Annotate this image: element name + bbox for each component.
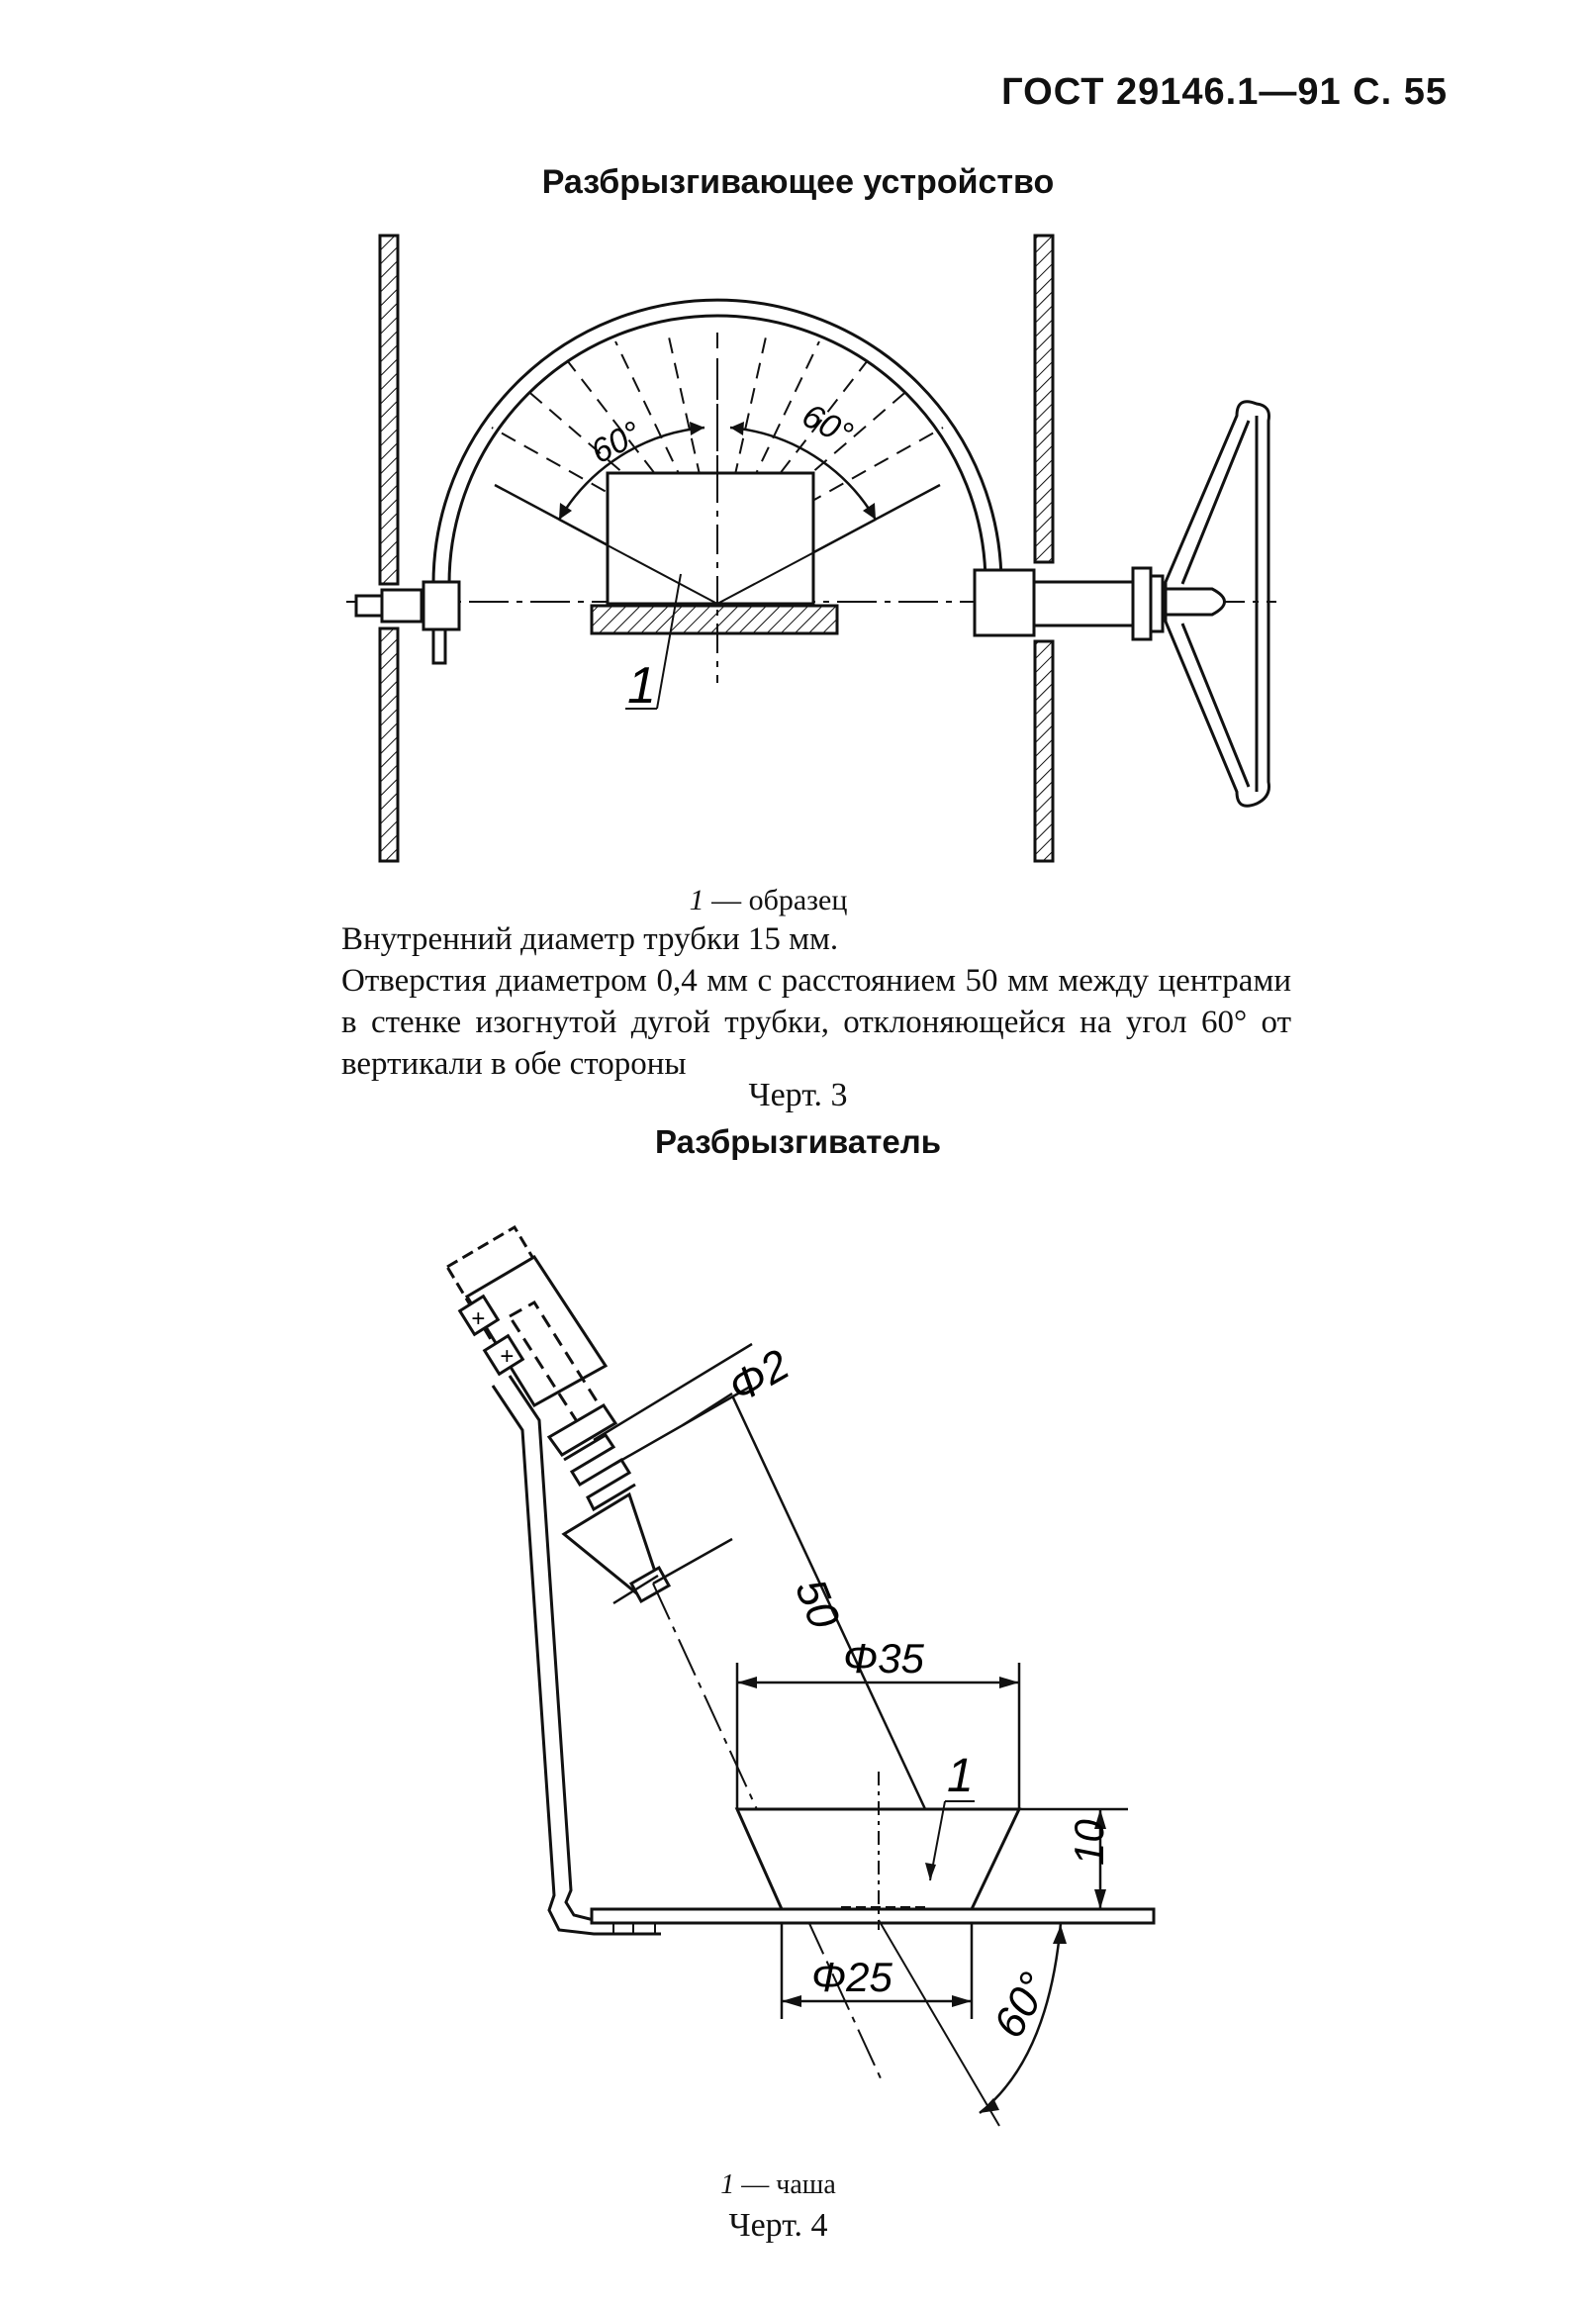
legend-number: 1 <box>689 884 704 916</box>
dim-height-label: 10 <box>1066 1819 1112 1866</box>
left-wall <box>380 236 398 861</box>
figure4-legend <box>0 2169 1576 2201</box>
figure4-label: Черт. 4 <box>728 2207 828 2244</box>
left-connector <box>356 582 459 663</box>
right-connector <box>975 568 1225 639</box>
page-header: ГОСТ 29146.1—91 С. 55 <box>1001 71 1448 113</box>
sprinkler-body <box>447 1227 615 1455</box>
dim-nozzle-label: Φ2 <box>720 1340 798 1413</box>
angle-right-label: 60° <box>796 396 859 454</box>
figure4-drawing <box>0 1168 1596 2158</box>
legend-text: — чаша <box>741 2169 836 2200</box>
dim-bottom-label: Φ25 <box>811 1954 892 2000</box>
legend-text: — образец <box>711 884 848 916</box>
angle-left-label: 60° <box>585 414 648 472</box>
sample-base <box>592 606 837 633</box>
dim-top <box>737 1663 1019 1809</box>
figure3-legend <box>0 884 1566 917</box>
svg-text:+: + <box>471 1305 486 1332</box>
dim-top-label: Φ35 <box>843 1635 924 1682</box>
right-wall <box>1035 236 1053 861</box>
dim-length-label: 50 <box>785 1572 849 1636</box>
note-line-1: Внутренний диаметр трубки 15 мм. <box>341 921 839 957</box>
figure3-label: Черт. 3 <box>748 1077 848 1113</box>
legend-number: 1 <box>720 2169 735 2200</box>
support-rod <box>493 1376 661 1934</box>
note-line-2: Отверстия диаметром 0,4 мм с расстоянием 50 мм между центрами в стенке изогнутой дугой трубки, отклоняющейся на угол 60° от вертикали в обе стороны <box>341 963 1291 1082</box>
svg-text:+: + <box>500 1343 515 1370</box>
bowl-callout-label: 1 <box>947 1750 974 1802</box>
base-plate <box>592 1909 1154 1923</box>
sample-block <box>608 473 813 604</box>
figure3-drawing <box>0 0 1596 891</box>
angle-label: 60° <box>984 1965 1060 2047</box>
figure3-title: Разбрызгивающее устройство <box>541 163 1055 201</box>
figure3-notes <box>341 918 1291 1085</box>
callout-1: 1 <box>627 657 656 715</box>
figure4-title: Разбрызгиватель <box>654 1123 942 1160</box>
